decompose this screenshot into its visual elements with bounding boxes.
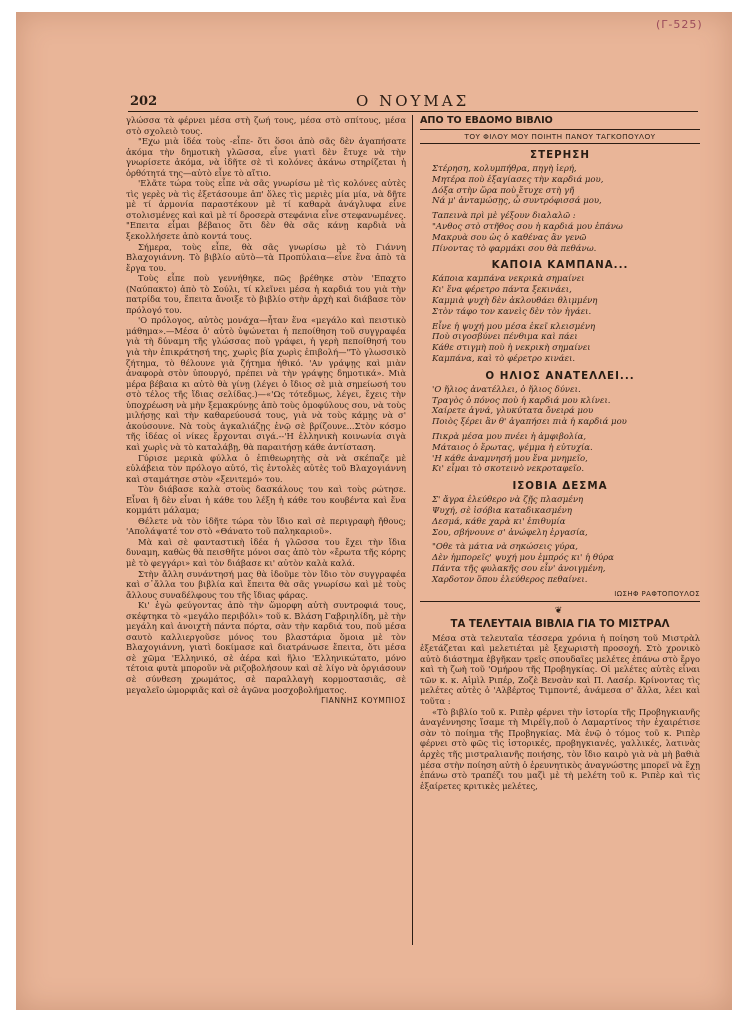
right-column [420, 115, 700, 945]
section-title: ΑΠΟ ΤΟ ΕΒΔΟΜΟ ΒΙΒΛΙΟ [420, 115, 553, 126]
stanza [432, 385, 700, 428]
paragraph: Γύρισε μερικὰ φύλλα ὁ ἐπιθεωρητὴς σὰ νὰ σκέπαζε μὲ εὐλάβεια τὸν πρόλογο αὐτό, τὶς ἐντολὲς αὐτὲς τοῦ Βλαχογιάννη καὶ σταμάτησε στὸν «ξενιτεμό» του. [126, 452, 406, 484]
column-divider [412, 115, 413, 945]
verse-line: "Οθε τὰ μάτια νὰ σηκώσεις γύρα, [432, 542, 578, 553]
archive-stamp: (Γ-525) [656, 18, 703, 31]
left-column [126, 115, 406, 945]
poem-title: ΣΤΕΡΗΣΗ [530, 149, 590, 161]
verse-line: Καμμιὰ ψυχὴ δὲν ἀκλουθάει θλιμμένη [432, 295, 598, 306]
poem-title: ΚΑΠΟΙΑ ΚΑΜΠΑΝΑ... [491, 259, 629, 272]
verse-line: Κι' εἶμαι τὸ σκοτεινὸ νεκροταφεῖο. [432, 464, 585, 475]
paragraph: Σήμερα, τοὺς εἶπε, θὰ σᾶς γνωρίσω μὲ τὸ Γιάννη Βλαχογιάννη. Τὸ βιβλίο αὐτὸ—τὰ Προπύλαια—εἶνε ἕνα ἀπὸ τὰ ἔργα του. [126, 241, 406, 273]
paragraph: γλώσσα τὰ φέρνει μέσα στὴ ζωή τους, μέσα στὸ σπίτους, μέσα στὸ σχολειὸ τους. [126, 115, 406, 136]
verse-line: Εἶνε ἡ ψυχή μου μέσα ἐκεῖ κλεισμένη [432, 321, 596, 332]
verse-line: Μακρυὰ σου ὡς ὁ καθένας ἂν γενῶ [432, 232, 587, 243]
ornament-divider: ❦ [554, 605, 566, 616]
verse-line: Κάθε στιγμὴ ποὺ ἡ νεκρικὴ σημαίνει [432, 343, 591, 354]
verse-line: Ποὺ σιγοσβύνει πένθιμα καὶ πάει [432, 332, 578, 343]
section-subtitle: ΤΟΥ ΦΙΛΟΥ ΜΟΥ ΠΟΙΗΤΗ ΠΑΝΟΥ ΤΑΓΚΟΠΟΥΛΟΥ [420, 129, 700, 144]
paragraph: Μὰ καὶ σὲ φανταστικὴ ἰδέα ἡ γλῶσσα του ἔχει τὴν ἴδια δυναμη, καθὼς θὰ πεισθῆτε μόνοι σας ἀπὸ τὸν «ἔρωτα τῆς κόρης μὲ τὸ φεγγάρι» καὶ τὸν διάβασε κι' αὐτὸν καλὰ καλά. [126, 536, 406, 568]
verse-line: Μάταιος ὁ ἔρωτας, ψέμμα ἡ εὐτυχία. [432, 442, 593, 453]
poem-title: ΙΣΟΒΙΑ ΔΕΣΜΑ [512, 480, 608, 493]
stanza [432, 211, 700, 254]
verse-line: Νά μ' ἀνταμώσῃς, ὦ συντρόφισσά μου, [432, 196, 602, 207]
paragraph: Κι' ἐγὼ φεύγοντας ἀπὸ τὴν ὥμορφη αὐτὴ συντροφιά τους, σκέφτηκα τὸ «μεγάλο περιβόλι» τοῦ κ. Βλάση Γαβριηλίδη, μὲ τὴν μεγάλη καὶ ἀνοιχτὴ πάντα πόρτα, σὰν τὴν καρδιά του, ποῦ μέσα σαυτὸ καλλιεργοῦσε μόνος του βλαστάρια ὅμοια μὲ τὸν Βλαχογιάννη, γιατὶ δοκίμασε καὶ διατράνωσε ἔπειτα, ὅτι μέσα σὲ χῶμα 'Ελληνικό, σὲ ἀέρα καὶ ἥλιο 'Ελληνικώτατο, μόνο τέτοια φυτὰ μποροῦν νὰ ριζοβολήσουν καὶ σὲ λίγο νὰ ὀργιάσουν σὲ σύνθεση χρωμάτος, σὲ παραλλαγὴ κορμοστασιᾶς, σὲ μεγαλεῖο ὠμορφιᾶς καὶ σὲ ἀγῶνα μοσχοβολήματος. [126, 600, 406, 695]
poem [420, 259, 700, 364]
article-title: ΤΑ ΤΕΛΕΥΤΑΙΑ ΒΙΒΛΙΑ ΓΙΑ ΤΟ ΜΙΣΤΡΑΛ [450, 618, 670, 630]
stanza [432, 164, 700, 207]
stanza [432, 542, 700, 585]
author-signature: ΓΙΑΝΝΗΣ ΚΟΥΜΠΙΟΣ [321, 696, 406, 706]
verse-line: Μητέρα ποὺ ἐξαγίασες τὴν καρδιά μου, [432, 174, 604, 185]
verse-line: Σ' ἄγρα ἐλεύθερο νὰ ζῇς πλασμένη [432, 495, 584, 506]
poem [420, 370, 700, 475]
paragraph: «Τὸ βιβλίο τοῦ κ. Ριπὲρ φέρνει τὴν ἱστορία τῆς Προβηγκιανῆς ἀναγέννησης ἴσαμε τὴ Μιρέϊγ,ποῦ ὁ Λαμαρτίνος τὴν ἐχαιρέτισε σὰν τὸ ποίημα τῆς Προβηγκίας. Μὰ ἐνῷ ὁ τόμος τοῦ κ. Ριπὲρ φέρνει στὸ φῶς τὶς ἱστορικές, προβηγκιανές, γαλλικές, λατινὰς ἀρχὲς τῆς μιστραλιανῆς ποιήσης, τὸν ἴδιο καιρὸ γιὰ νὰ μὴ βαθιὰ μέσα στὴν ποίηση αὐτὴ ὁ ἐρευνητικὸς ἀναγνώστης μπορεῖ νὰ ἔχῃ ἐπάνω στὸ τραπέζι του μαζὶ μὲ τὴ μελέτη τοῦ κ. Ριπὲρ καὶ τὶς ἐξαίρετες κριτικὲς μελέτες, [420, 706, 700, 791]
paragraph: Τοὺς εἶπε ποὺ γεννήθηκε, πῶς βρέθηκε στὸν 'Επαχτο (Ναύπακτο) ἀπὸ τὸ Σούλι, τί κλεῖνει μέσα ἡ καρδιά του γιὰ τὴν πατρίδα του, ἔπειτα ἄνοιξε τὸ βιβλίο στὴν ἀρχὴ καὶ διάβασε τὸν πρόλογό του. [126, 273, 406, 315]
verse-line: Δόξα στὴν ὥρα ποὺ ἔτυχε στὴ γῆ [432, 185, 575, 196]
verse-line: Σου, σβήνουνε σ' ἀνώφελη ἐργασία, [432, 527, 588, 538]
paragraph: Τὸν διάβασε καλὰ στοὺς δασκάλους του καὶ τοὺς ρώτησε. Εἶναι ἢ δὲν εἶναι ἡ κάθε του λέξη ἡ κάθε του κουβέντα καὶ ἕνα κομμάτι μάλαμα; [126, 484, 406, 516]
verse-line: Δὲν ἠμπορεῖς' ψυχή μου ἐμπρός κι' ἡ θύρα [432, 553, 614, 564]
paragraph: "Εχω μιὰ ἰδέα τοὺς -εἶπε- ὅτι ὅσοι ἀπὸ σᾶς δὲν ἀγαπήσατε ἀκόμα τὴν δημοτικὴ γλῶσσα, εἶνε γιατὶ δὲν ἔτυχε νὰ τὴν γνωρίσετε ἀκόμα, νὰ ἰδῆτε σὲ τὶ κολόνες ἀκάνω στηρίζεται ἡ ὀρθότητά της—αὐτὸ εἶνε τὸ αἴτιο. [126, 136, 406, 178]
paragraph: Στὴν ἄλλη συνάντησή μας θὰ ἰδοῦμε τὸν ἴδιο τὸν συγγραφέα καὶ σ᾽ἄλλα του βιβλία καὶ ἔπειτα θὰ σᾶς γνωρίσω καὶ μὲ τοὺς ἄλλους συναδέλφους του τῆς ἴδιας φάρας. [126, 568, 406, 600]
verse-line: 'Ο ἥλιος ἀνατέλλει, ὁ ἥλιος δύνει. [432, 384, 581, 395]
header-rule [128, 111, 698, 112]
poem [420, 149, 700, 254]
article-body [420, 633, 700, 792]
poem-title: Ο ΗΛΙΟΣ ΑΝΑΤΕΛΛΕΙ... [485, 369, 635, 382]
stanza [432, 495, 700, 538]
verse-line: Πίνοντας τὸ φαρμάκι σου θὰ πεθάνω. [432, 243, 597, 254]
verse-line: Ταπεινὰ πρὶ μὲ γέξουν διαλαλῶ : [432, 211, 576, 222]
page-number: 202 [130, 94, 158, 109]
verse-line: Χαίρετε ἁγνά, γλυκύτατα ὄνειρά μου [432, 406, 594, 417]
verse-line: 'Η κάθε ἀναμνησή μου ἕνα μνημεῖο, [432, 453, 588, 464]
verse-line: Ψυχή, σὲ ἰσόβια καταδικασμένη [432, 505, 572, 516]
paragraph: 'Ο πρόλογος, αὐτὸς μονάχα—ἦταν ἕνα «μεγάλο καὶ πειστικὸ μάθημα».—Μέσα ὁ' αὐτὸ ὑψώνεται ἡ πεποίθηση τοῦ συγγραφέα γιὰ τὴ δύναμη τῆς γλώσσας ποὺ γράφει, ἡ γερὴ πεποίθησή του γιὰ τὴν ἐπικράτησή της, χωρὶς βία χωρὶς ἐπιβολή—"Τὸ γλωσσικὸ ζήτημα, τὸ θέλουνε γιὰ ζήτημα ἠθικό. 'Αν γράψῃς καὶ μιὰν ἀναφορὰ στὸν ὑπουργό, πρέπει νὰ τὴν γράψῃς δημοτικά». Μιὰ μέρα βέβαια κι αὐτὸ θὰ γίνῃ (λέγει ὁ ἴδιος σὲ μιὰ σημείωσή του στὸ τέλος τῆς ἴδιας σελίδας.)—«'Ως τότεδμως, λέγει, ἔχεις τὴν ὑποχρέωση νὰ μὴν ξεμακρύνῃς ἀπὸ τοὺς ὁμοφύλους σου, νὰ τοὺς μιλήσῃς καὶ τὴν καθαρεύουσά τους, γιὰ νὰ τοὺς κάμῃς νὰ σ' ἀκούσουνε. Νὰ τοὺς ἀγκαλιάζῃς ἐνῷ σὲ βρίζουνε...Στὸν κόσμο τῆς ἰδέας οἱ νίκες ἔρχονται σιγά.--'Η ἑλληνικὴ κοινωνία σιγὰ καὶ χωρὶς νὰ τὸ καταλάβῃ, θὰ παραιτήσῃ κάθε ἀντίσταση. [126, 315, 406, 452]
verse-line: Κι' ἕνα φέρετρο πάντα ξεκινάει, [432, 285, 572, 296]
verse-line: Τραγὸς ὁ πόνος ποὺ ἡ καρδιά μου κλίνει. [432, 395, 611, 406]
poem [420, 480, 700, 585]
paragraph: Θέλετε νὰ τὸν ἰδῆτε τώρα τὸν ἴδιο καὶ σὲ περιγραφὴ ἤθους; 'Απολάψατέ τον στὸ «Θάνατο τοῦ παληκαριοῦ». [126, 515, 406, 537]
paragraph: Μέσα στὰ τελευταῖα τέσσερα χρόνια ἡ ποίηση τοῦ Μιστρὰλ ἐξετάζεται καὶ μελετιέται μὲ ξεχωριστὴ προσοχή. Στὸ χρονικὸ αὐτὸ διάστημα ἐβγῆκαν τρεῖς σπουδαῖες μελέτες ἐπάνω στὸ ἔργο καὶ τὴ ζωὴ τοῦ 'Ομήρου τῆς Προβηγκίας. Οἱ μελέτες αὐτὲς εἶναι τῶν κ. κ. Αἰμὶλ Ριπέρ, Ζοζὲ Βενσὰν καὶ Π. Λασέρ. Κρίνοντας τὶς μελέτες αὐτὲς ὁ 'Αλβέρτος Τιμποντέ, ἀνάμεσα σ' ἄλλα, λέει καὶ τοῦτα : [420, 632, 700, 707]
verse-line: Στὸν τάφο τον κανεὶς δὲν τὸν ἠγάει. [432, 306, 592, 317]
paragraph: 'Ελᾶτε τώρα τοὺς εἶπε νὰ σᾶς γνωρίσω μὲ τὶς κολόνες αὐτὲς τὶς γερὲς νὰ τὶς ἐξετάσουμε ἀπ' ὅλες τὶς μεριὲς μία μία, νὰ δῆτε μὲ τί ἁρμονία παραστέκουν μὲ τί καθαρὰ ἀνάγλυφα εἶνε στολισμένες καὶ καὶ μὲ τί δροσερὰ στεφάνια εἶνε στεφανωμένες. "Επειτα εἶμαι βέβαιος ὅτι δὲν θὰ σᾶς κάνῃ καρδιὰ νὰ ξεκολλήσετε ἀπὸ κοντά τους. [126, 178, 406, 242]
journal-title: Ο ΝΟΥΜΑΣ [356, 92, 470, 110]
verse-line: Χαρδοτον ὅπου ἐλεύθερος πεθαίνει. [432, 574, 588, 585]
verse-line: Κάποια καμπάνα νεκρικὰ σημαίνει [432, 274, 585, 285]
verse-line: Στέρηση, κολυμπήθρα, πηγὴ ἱερή, [432, 164, 577, 174]
verse-line: "Ανθος στὸ στῆθος σου ἡ καρδιά μου ἐπάνω [432, 221, 623, 232]
stanza [432, 432, 700, 475]
verse-line: Πικρὰ μέσα μου πνέει ἡ ἀμφιβολία, [432, 431, 587, 442]
verse-line: Καμπάνα, καὶ τὸ φέρετρο κινάει. [432, 353, 576, 364]
verse-line: Ποιὸς ξέρει ἂν θ' ἀγαπήσει πιὰ ἡ καρδιά μου [432, 417, 627, 428]
verse-line: Πάντα τῆς φυλακῆς σου εἶν' ἀνοιγμένη, [432, 563, 606, 574]
verse-line: Δεσμά, κάθε χαρὰ κι' ἐπιθυμία [432, 516, 566, 527]
stanza [432, 274, 700, 317]
stanza [432, 322, 700, 365]
poet-signature: ΙΩΣΗΦ ΡΑΦΤΟΠΟΥΛΟΣ [420, 590, 700, 602]
newspaper-page [16, 12, 732, 1010]
